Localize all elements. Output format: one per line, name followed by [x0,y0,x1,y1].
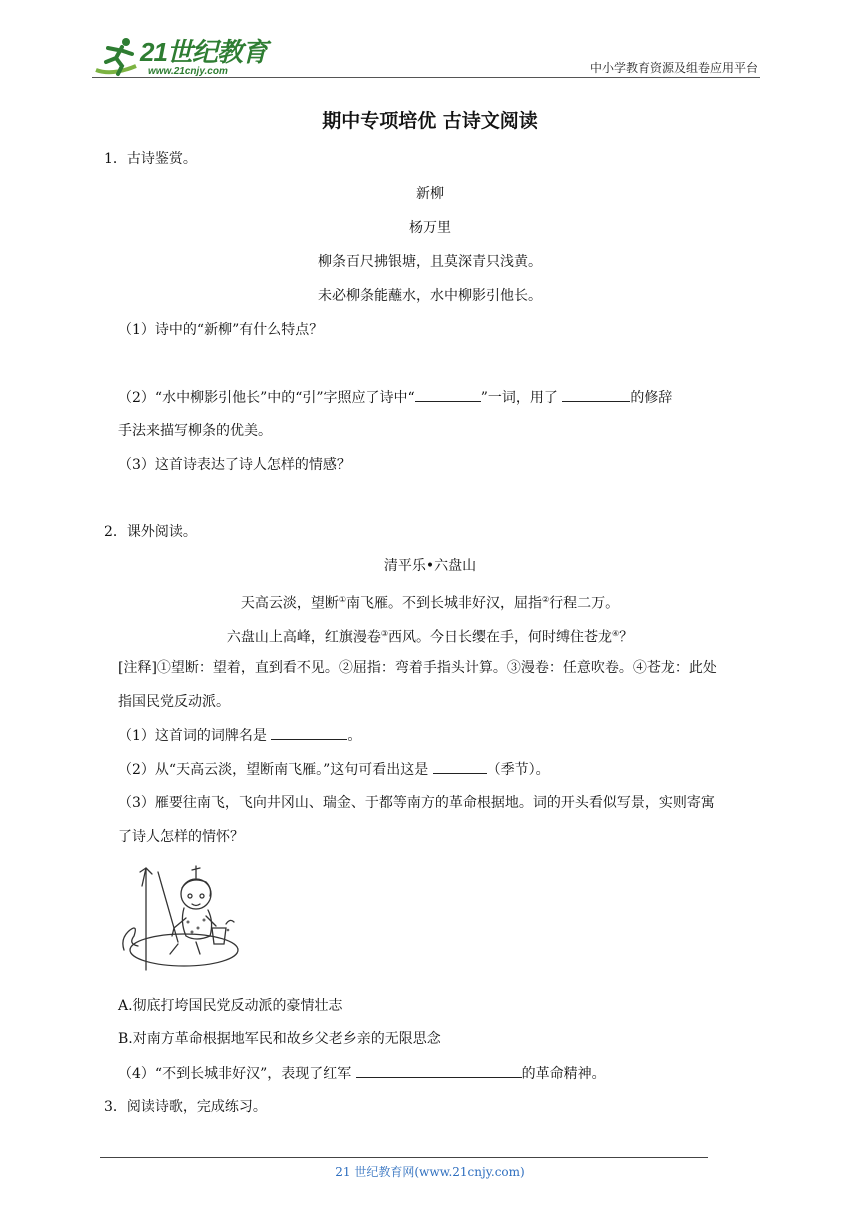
q1-poem-line-1: 柳条百尺拂银塘，且莫深青只浅黄。 [318,254,542,270]
q2-annotation: [注释]①望断：望着，直到看不见。②屈指：弯着手指头计算。③漫卷：任意吹卷。④苍龙：此处 [118,660,717,676]
page-title: 期中专项培优 古诗文阅读 [322,110,538,132]
q2-sub2 [118,759,550,780]
q2-line2-part-a: 六盘山上高峰，红旗漫卷 [226,629,381,646]
q2-sub4 [118,1063,606,1084]
q1-author: 杨万里 [409,220,451,236]
q2-line1-part-a: 天高云淡，望断 [240,595,339,612]
note-marker-2: ② [542,595,550,604]
q1-sub3: （3）这首诗表达了诗人怎样的情感？ [118,457,351,473]
q1-sub2 [118,387,672,408]
footer-divider [100,1157,708,1158]
q2-sub2-text-a: （2）从“天高云淡，望断南飞雁。”这句可看出这是 [118,762,433,778]
q2-option-a: A.彻底打垮国民党反动派的豪情壮志 [118,998,343,1014]
q2-annotation-continued: 指国民党反动派。 [118,694,230,710]
q2-sub1-text-b: 。 [347,728,362,744]
q1-poem-title: 新柳 [416,186,444,202]
q2-sub1-text-a: （1）这首词的词牌名是 [118,728,272,744]
q2-poem-line-2 [0,624,860,648]
footer-link[interactable]: 21 世纪教育网(www.21cnjy.com) [335,1165,525,1179]
q2-sub2-text-b: （季节）。 [486,762,550,778]
note-marker-3: ③ [380,629,388,638]
header-divider [92,77,760,78]
q2-heading: 2．课外阅读。 [104,524,197,540]
q1-sub2-blank-2[interactable] [562,387,630,402]
q2-line1-part-c: 行程二万。 [549,595,620,612]
fishing-child-illustration [118,858,242,974]
q2-sub4-text-b: 的革命精神。 [521,1066,606,1082]
q2-sub4-blank[interactable] [356,1063,522,1078]
q1-sub2-blank-1[interactable] [415,387,481,402]
q1-sub2-text-c: 的修辞 [630,390,673,406]
q2-sub3: （3）雁要往南飞，飞向井冈山、瑞金、于都等南方的革命根据地。词的开头看似写景，实则寄寓 [118,795,715,811]
q2-poem-title: 清平乐•六盘山 [383,558,477,574]
q2-poem-line-1 [0,590,860,614]
logo-url: www.21cnjy.com [148,66,228,77]
q2-line2-part-c: ？ [619,629,634,646]
q1-sub2-text-a: （2）“水中柳影引他长”中的“引”字照应了诗中“ [118,390,415,406]
logo-text: 21世纪教育 [140,37,267,67]
note-marker-1: ① [338,595,346,604]
q2-sub4-text-a: （4）“不到长城非好汉”，表现了红军 [118,1066,356,1082]
note-marker-4: ④ [612,629,620,638]
q1-heading: 1．古诗鉴赏。 [104,151,197,167]
q2-sub2-blank[interactable] [433,759,487,774]
q2-sub1 [118,725,361,746]
q1-poem-line-2: 未必柳条能蘸水，水中柳影引他长。 [318,288,542,304]
q3-heading: 3．阅读诗歌，完成练习。 [104,1099,267,1115]
q2-option-b: B.对南方革命根据地军民和故乡父老乡亲的无限思念 [118,1031,441,1047]
q1-sub1: （1）诗中的“新柳”有什么特点？ [118,322,324,338]
q1-sub2-text-b: ”一词，用了 [480,390,563,406]
q2-line1-part-b: 南飞雁。不到长城非好汉，屈指 [346,595,542,612]
platform-label: 中小学教育资源及组卷应用平台 [589,61,758,75]
q2-line2-part-b: 西风。今日长缨在手，何时缚住苍龙 [388,629,612,646]
q2-sub1-blank[interactable] [271,725,347,740]
q1-sub2-continued: 手法来描写柳条的优美。 [118,423,272,439]
q2-sub3-continued: 了诗人怎样的情怀？ [118,829,244,845]
